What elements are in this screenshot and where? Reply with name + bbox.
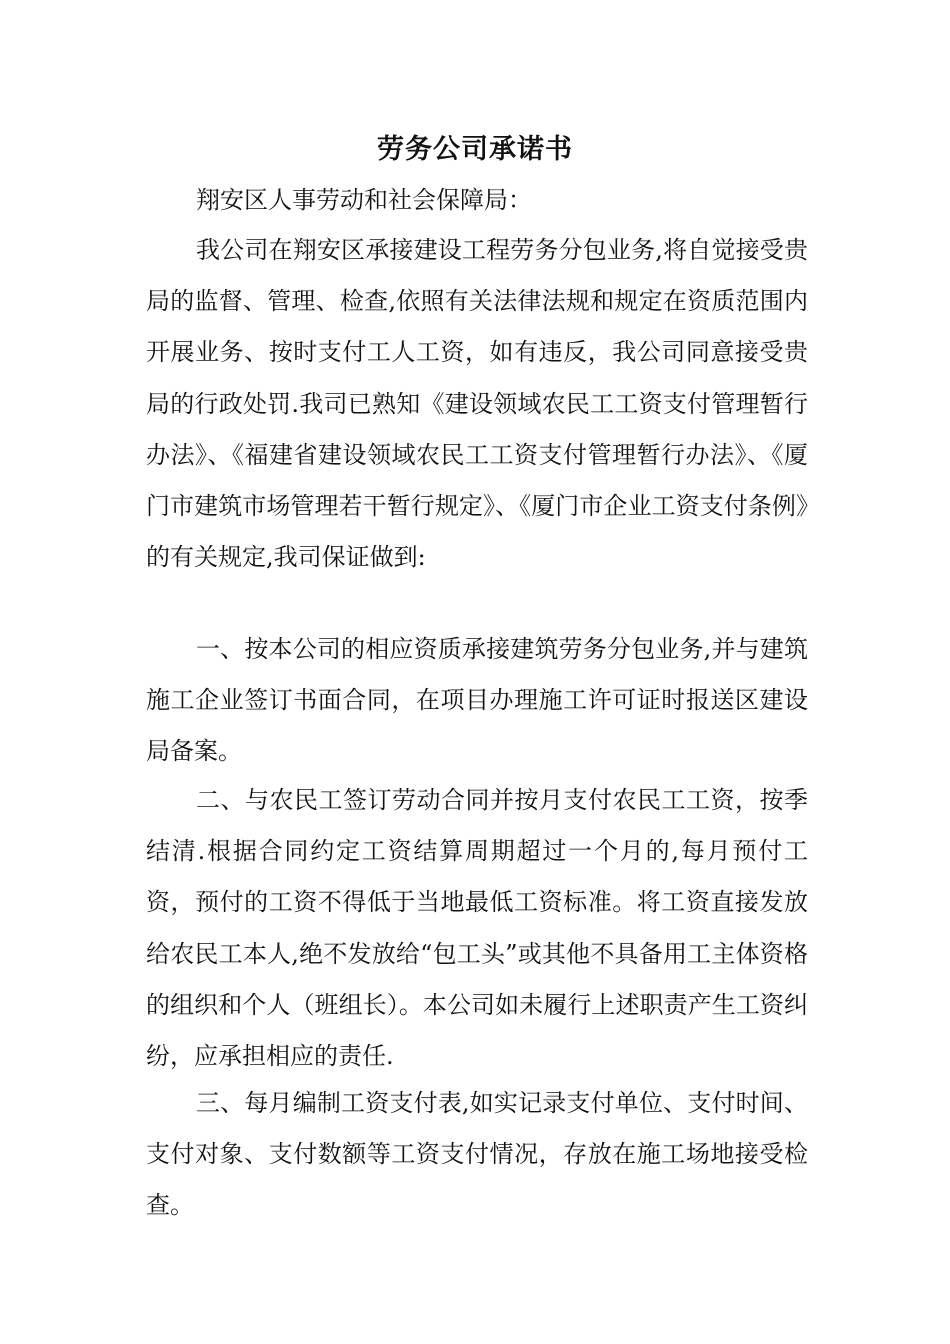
salutation: 翔安区人事劳动和社会保障局： <box>196 186 532 214</box>
paragraph-item-3: 三、每月编制工资支付表,如实记录支付单位、支付时间、支付对象、支付数额等工资支付情况，存放在施工场地接受检查。 <box>146 1089 808 1220</box>
paragraph-item-1: 一、按本公司的相应资质承接建筑劳务分包业务,并与建筑施工企业签订书面合同，在项目办理施工许可证时报送区建设局备案。 <box>146 635 808 766</box>
paragraph-intro: 我公司在翔安区承接建设工程劳务分包业务,将自觉接受贵局的监督、管理、检查,依照有关法律法规和规定在资质范围内开展业务、按时支付工人工资，如有违反，我公司同意接受贵局的行政处罚.我司已熟知《建设领域农民工工资支付管理暂行办法》、《福建省建设领域农民工工资支付管理暂行办法》、《厦门市建筑市场管理若干暂行规定》、《厦门市企业工资支付条例》的有关规定,我司保证做到: <box>146 236 808 572</box>
document-title: 劳务公司承诺书 <box>377 134 573 165</box>
paragraph-item-2: 二、与农民工签订劳动合同并按月支付农民工工资，按季结清.根据合同约定工资结算周期超过一个月的,每月预付工资，预付的工资不得低于当地最低工资标准。将工资直接发放给农民工本人,绝不发放给“包工头”或其他不具备用工主体资格的组织和个人（班组长）。本公司如未履行上述职责产生工资纠纷，应承担相应的责任. <box>146 786 808 1071</box>
